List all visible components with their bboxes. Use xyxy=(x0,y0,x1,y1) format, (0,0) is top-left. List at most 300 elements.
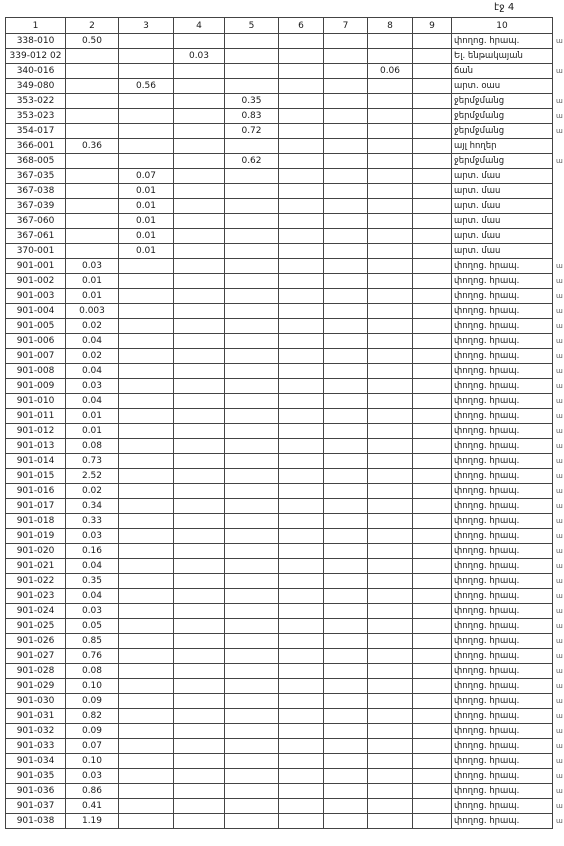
cell-c10: փողոց. հրապ. ա xyxy=(452,379,553,394)
cell-c9 xyxy=(413,739,452,754)
cell-c4 xyxy=(174,694,225,709)
cell-c1: 901-019 xyxy=(6,529,66,544)
cell-c9 xyxy=(413,124,452,139)
cell-c6 xyxy=(279,484,324,499)
cell-c1: 370-001 xyxy=(6,244,66,259)
cell-c5 xyxy=(225,244,279,259)
cell-c1: 368-005 xyxy=(6,154,66,169)
cell-c5 xyxy=(225,289,279,304)
cell-c3 xyxy=(119,259,174,274)
cell-c1: 901-026 xyxy=(6,634,66,649)
cell-c3 xyxy=(119,424,174,439)
cell-c2: 0.03 xyxy=(66,259,119,274)
cell-c6 xyxy=(279,589,324,604)
cell-c4 xyxy=(174,724,225,739)
cell-c9 xyxy=(413,289,452,304)
cell-c6 xyxy=(279,784,324,799)
cell-c6 xyxy=(279,394,324,409)
cell-c5 xyxy=(225,799,279,814)
cell-c1: 366-001 xyxy=(6,139,66,154)
cell-c3 xyxy=(119,769,174,784)
margin-mark: ա xyxy=(556,652,563,660)
table-row xyxy=(6,649,553,664)
cell-c10: փողոց. հրապ. ա xyxy=(452,724,553,739)
cell-c3 xyxy=(119,499,174,514)
cell-c7 xyxy=(324,334,368,349)
cell-c10: արտ. մաս xyxy=(452,169,553,184)
cell-c10: փողոց. հրապ. ա xyxy=(452,259,553,274)
cell-c7 xyxy=(324,649,368,664)
cell-c7 xyxy=(324,394,368,409)
table-row xyxy=(6,274,553,289)
cell-c7 xyxy=(324,214,368,229)
cell-c9 xyxy=(413,634,452,649)
cell-c7 xyxy=(324,679,368,694)
cell-c2: 0.01 xyxy=(66,274,119,289)
table-row xyxy=(6,394,553,409)
cell-c10: փողոց. հրապ. ա xyxy=(452,694,553,709)
cell-c5 xyxy=(225,349,279,364)
cell-c4 xyxy=(174,94,225,109)
cell-c5 xyxy=(225,409,279,424)
cell-c6 xyxy=(279,709,324,724)
cell-c1: 901-025 xyxy=(6,619,66,634)
cell-c10: փողոց. հրապ. ա xyxy=(452,604,553,619)
cell-c2: 0.09 xyxy=(66,724,119,739)
cell-c7 xyxy=(324,469,368,484)
cell-c8: 0.06 xyxy=(368,64,413,79)
cell-c1: 901-001 xyxy=(6,259,66,274)
cell-c10: փողոց. հրապ. ա xyxy=(452,529,553,544)
cell-c7 xyxy=(324,34,368,49)
cell-c7 xyxy=(324,814,368,829)
cell-c9 xyxy=(413,154,452,169)
margin-mark: ա xyxy=(556,562,563,570)
cell-c2 xyxy=(66,184,119,199)
cell-c9 xyxy=(413,544,452,559)
table-row xyxy=(6,529,553,544)
cell-c8 xyxy=(368,454,413,469)
cell-c6 xyxy=(279,514,324,529)
cell-c5 xyxy=(225,379,279,394)
cell-c8 xyxy=(368,184,413,199)
cell-c3 xyxy=(119,289,174,304)
cell-c8 xyxy=(368,679,413,694)
cell-c2: 0.07 xyxy=(66,739,119,754)
cell-c5 xyxy=(225,589,279,604)
cell-c8 xyxy=(368,319,413,334)
cell-c3: 0.07 xyxy=(119,169,174,184)
table-row xyxy=(6,619,553,634)
cell-c4 xyxy=(174,604,225,619)
cell-c3 xyxy=(119,739,174,754)
cell-c2: 0.41 xyxy=(66,799,119,814)
cell-c5 xyxy=(225,304,279,319)
cell-c8 xyxy=(368,649,413,664)
cell-c3: 0.01 xyxy=(119,184,174,199)
cell-c5 xyxy=(225,604,279,619)
cell-c1: 901-011 xyxy=(6,409,66,424)
column-header: 3 xyxy=(119,18,174,34)
cell-c3 xyxy=(119,154,174,169)
table-row xyxy=(6,439,553,454)
cell-c3 xyxy=(119,94,174,109)
cell-c7 xyxy=(324,439,368,454)
cell-c5 xyxy=(225,139,279,154)
cell-c2: 0.10 xyxy=(66,679,119,694)
margin-mark: ա xyxy=(556,37,563,45)
cell-c6 xyxy=(279,724,324,739)
cell-c4 xyxy=(174,364,225,379)
cell-c2: 0.04 xyxy=(66,334,119,349)
cell-c6 xyxy=(279,769,324,784)
cell-c5 xyxy=(225,454,279,469)
cell-c9 xyxy=(413,619,452,634)
cell-c6 xyxy=(279,229,324,244)
cell-c1: 353-022 xyxy=(6,94,66,109)
table-header-row xyxy=(6,18,553,34)
cell-c9 xyxy=(413,649,452,664)
cell-c8 xyxy=(368,34,413,49)
cell-c8 xyxy=(368,529,413,544)
cell-c3 xyxy=(119,544,174,559)
cell-c6 xyxy=(279,424,324,439)
cell-c3 xyxy=(119,679,174,694)
cell-c7 xyxy=(324,109,368,124)
table-row xyxy=(6,544,553,559)
cell-c1: 367-060 xyxy=(6,214,66,229)
table-row xyxy=(6,334,553,349)
cell-c3 xyxy=(119,49,174,64)
cell-c1: 901-005 xyxy=(6,319,66,334)
cell-c5 xyxy=(225,679,279,694)
cell-c6 xyxy=(279,409,324,424)
cell-c4 xyxy=(174,379,225,394)
cell-c4 xyxy=(174,739,225,754)
cell-c9 xyxy=(413,199,452,214)
cell-c7 xyxy=(324,79,368,94)
cell-c8 xyxy=(368,544,413,559)
cell-c4 xyxy=(174,169,225,184)
cell-c1: 901-024 xyxy=(6,604,66,619)
cell-c8 xyxy=(368,214,413,229)
cell-c3 xyxy=(119,649,174,664)
cell-c5: 0.72 xyxy=(225,124,279,139)
cell-c6 xyxy=(279,499,324,514)
cell-c8 xyxy=(368,79,413,94)
cell-c2 xyxy=(66,94,119,109)
cell-c3 xyxy=(119,409,174,424)
cell-c6 xyxy=(279,529,324,544)
cell-c4 xyxy=(174,124,225,139)
cell-c3 xyxy=(119,334,174,349)
cell-c9 xyxy=(413,484,452,499)
cell-c3 xyxy=(119,529,174,544)
margin-mark: ա xyxy=(556,727,563,735)
cell-c7 xyxy=(324,454,368,469)
table-row xyxy=(6,709,553,724)
margin-mark: ա xyxy=(556,517,563,525)
table-row xyxy=(6,94,553,109)
column-header: 7 xyxy=(324,18,368,34)
cell-c4 xyxy=(174,454,225,469)
cell-c7 xyxy=(324,634,368,649)
margin-mark: ա xyxy=(556,127,563,135)
margin-mark: ա xyxy=(556,97,563,105)
cell-c2: 0.04 xyxy=(66,394,119,409)
cell-c2 xyxy=(66,244,119,259)
cell-c5 xyxy=(225,394,279,409)
cell-c7 xyxy=(324,574,368,589)
cell-c1: 901-017 xyxy=(6,499,66,514)
margin-mark: ա xyxy=(556,802,563,810)
cell-c10: ջերմջմանց ա xyxy=(452,109,553,124)
table-row xyxy=(6,379,553,394)
cell-c2 xyxy=(66,154,119,169)
cell-c9 xyxy=(413,394,452,409)
cell-c3 xyxy=(119,124,174,139)
margin-mark: ա xyxy=(556,112,563,120)
cell-c7 xyxy=(324,499,368,514)
cell-c3 xyxy=(119,319,174,334)
cell-c9 xyxy=(413,514,452,529)
cell-c2: 0.04 xyxy=(66,559,119,574)
margin-mark: ա xyxy=(556,487,563,495)
cell-c5 xyxy=(225,184,279,199)
cell-c2: 0.01 xyxy=(66,289,119,304)
margin-mark: ա xyxy=(556,757,563,765)
cell-c8 xyxy=(368,424,413,439)
cell-c4 xyxy=(174,139,225,154)
cell-c1: 901-021 xyxy=(6,559,66,574)
cell-c10: փողոց. հրապ. ա xyxy=(452,289,553,304)
cell-c5 xyxy=(225,214,279,229)
cell-c5 xyxy=(225,499,279,514)
cell-c5 xyxy=(225,664,279,679)
cell-c1: 901-038 xyxy=(6,814,66,829)
cell-c7 xyxy=(324,64,368,79)
cell-c1: 901-033 xyxy=(6,739,66,754)
cell-c7 xyxy=(324,379,368,394)
margin-mark: ա xyxy=(556,622,563,630)
cell-c1: 901-016 xyxy=(6,484,66,499)
cell-c3 xyxy=(119,694,174,709)
cell-c9 xyxy=(413,439,452,454)
cell-c3 xyxy=(119,364,174,379)
cell-c8 xyxy=(368,229,413,244)
cell-c1: 367-061 xyxy=(6,229,66,244)
table-row xyxy=(6,814,553,829)
cell-c6 xyxy=(279,664,324,679)
cell-c3 xyxy=(119,439,174,454)
cell-c7 xyxy=(324,619,368,634)
cell-c6 xyxy=(279,169,324,184)
cell-c10: ջերմջմանց ա xyxy=(452,94,553,109)
cell-c2: 0.34 xyxy=(66,499,119,514)
cell-c7 xyxy=(324,484,368,499)
cell-c8 xyxy=(368,124,413,139)
table-row xyxy=(6,169,553,184)
cell-c2: 0.05 xyxy=(66,619,119,634)
cell-c1: 353-023 xyxy=(6,109,66,124)
cell-c10: փողոց. հրապ. ա xyxy=(452,469,553,484)
cell-c4 xyxy=(174,664,225,679)
margin-mark: ա xyxy=(556,742,563,750)
cell-c2: 0.35 xyxy=(66,574,119,589)
cell-c4 xyxy=(174,649,225,664)
cell-c2: 0.02 xyxy=(66,349,119,364)
cell-c4 xyxy=(174,559,225,574)
cell-c1: 901-007 xyxy=(6,349,66,364)
cell-c3 xyxy=(119,724,174,739)
cell-c8 xyxy=(368,49,413,64)
cell-c9 xyxy=(413,799,452,814)
margin-mark: ա xyxy=(556,352,563,360)
cell-c6 xyxy=(279,109,324,124)
cell-c3: 0.56 xyxy=(119,79,174,94)
cell-c5 xyxy=(225,619,279,634)
cell-c2: 0.86 xyxy=(66,784,119,799)
cell-c3 xyxy=(119,709,174,724)
cell-c7 xyxy=(324,799,368,814)
margin-mark: ա xyxy=(556,457,563,465)
cell-c7 xyxy=(324,304,368,319)
margin-mark: ա xyxy=(556,397,563,405)
cell-c9 xyxy=(413,469,452,484)
cell-c5 xyxy=(225,334,279,349)
cell-c7 xyxy=(324,529,368,544)
table-row xyxy=(6,259,553,274)
cell-c3 xyxy=(119,109,174,124)
table-row xyxy=(6,769,553,784)
table-row xyxy=(6,244,553,259)
cell-c7 xyxy=(324,559,368,574)
cell-c10: փողոց. հրապ. ա xyxy=(452,394,553,409)
cell-c4 xyxy=(174,229,225,244)
margin-mark: ա xyxy=(556,307,563,315)
cell-c1: 901-020 xyxy=(6,544,66,559)
cell-c10: արտ. մաս xyxy=(452,244,553,259)
cell-c10: ջերմջմանց ա xyxy=(452,154,553,169)
margin-mark: ա xyxy=(556,367,563,375)
table-row xyxy=(6,694,553,709)
cell-c8 xyxy=(368,154,413,169)
cell-c8 xyxy=(368,619,413,634)
table-row xyxy=(6,349,553,364)
cell-c8 xyxy=(368,394,413,409)
cell-c1: 367-039 xyxy=(6,199,66,214)
cell-c10: փողոց. հրապ. ա xyxy=(452,319,553,334)
cell-c7 xyxy=(324,544,368,559)
cell-c4 xyxy=(174,529,225,544)
table-row xyxy=(6,739,553,754)
cell-c3: 0.01 xyxy=(119,229,174,244)
cell-c4 xyxy=(174,814,225,829)
cell-c8 xyxy=(368,664,413,679)
cell-c6 xyxy=(279,124,324,139)
cell-c10: փողոց. հրապ. ա xyxy=(452,514,553,529)
cell-c9 xyxy=(413,814,452,829)
cell-c3 xyxy=(119,784,174,799)
cell-c9 xyxy=(413,574,452,589)
page-number: էջ 4 xyxy=(494,2,515,13)
cell-c7 xyxy=(324,184,368,199)
cell-c8 xyxy=(368,199,413,214)
cell-c1: 901-028 xyxy=(6,664,66,679)
cell-c5: 0.62 xyxy=(225,154,279,169)
cell-c2: 0.01 xyxy=(66,409,119,424)
cell-c3 xyxy=(119,64,174,79)
cell-c2: 1.19 xyxy=(66,814,119,829)
table-row xyxy=(6,34,553,49)
cell-c8 xyxy=(368,409,413,424)
table-row xyxy=(6,589,553,604)
margin-mark: ա xyxy=(556,547,563,555)
margin-mark: ա xyxy=(556,157,563,165)
cell-c7 xyxy=(324,49,368,64)
cell-c10: Ել. ենթակայան xyxy=(452,49,553,64)
cell-c10: փողոց. հրապ. ա xyxy=(452,589,553,604)
cell-c7 xyxy=(324,664,368,679)
cell-c5: 0.83 xyxy=(225,109,279,124)
cell-c5 xyxy=(225,364,279,379)
cell-c6 xyxy=(279,469,324,484)
cell-c7 xyxy=(324,514,368,529)
cell-c4 xyxy=(174,289,225,304)
cell-c9 xyxy=(413,589,452,604)
column-header: 1 xyxy=(6,18,66,34)
cell-c2 xyxy=(66,199,119,214)
cell-c3 xyxy=(119,664,174,679)
cell-c7 xyxy=(324,274,368,289)
cell-c4: 0.03 xyxy=(174,49,225,64)
cell-c5 xyxy=(225,469,279,484)
cell-c10: փողոց. հրապ. ա xyxy=(452,439,553,454)
cell-c8 xyxy=(368,499,413,514)
cell-c4 xyxy=(174,709,225,724)
cell-c6 xyxy=(279,754,324,769)
cell-c7 xyxy=(324,94,368,109)
cell-c1: 349-080 xyxy=(6,79,66,94)
cell-c7 xyxy=(324,409,368,424)
cell-c6 xyxy=(279,544,324,559)
cell-c9 xyxy=(413,694,452,709)
cell-c6 xyxy=(279,259,324,274)
table-row xyxy=(6,124,553,139)
margin-mark: ա xyxy=(556,277,563,285)
margin-mark: ա xyxy=(556,682,563,690)
cell-c9 xyxy=(413,784,452,799)
cell-c10: փողոց. հրապ. ա xyxy=(452,784,553,799)
cell-c1: 901-004 xyxy=(6,304,66,319)
cell-c8 xyxy=(368,304,413,319)
table-row xyxy=(6,499,553,514)
cell-c10: փողոց. հրապ. ա xyxy=(452,424,553,439)
cell-c2 xyxy=(66,229,119,244)
cell-c4 xyxy=(174,439,225,454)
cell-c8 xyxy=(368,514,413,529)
cell-c8 xyxy=(368,469,413,484)
table-row xyxy=(6,574,553,589)
margin-mark: ա xyxy=(556,322,563,330)
cell-c10: փողոց. հրապ. ա xyxy=(452,349,553,364)
cell-c4 xyxy=(174,499,225,514)
cell-c4 xyxy=(174,64,225,79)
cell-c7 xyxy=(324,769,368,784)
column-header: 9 xyxy=(413,18,452,34)
cell-c1: 338-010 xyxy=(6,34,66,49)
cell-c5 xyxy=(225,739,279,754)
